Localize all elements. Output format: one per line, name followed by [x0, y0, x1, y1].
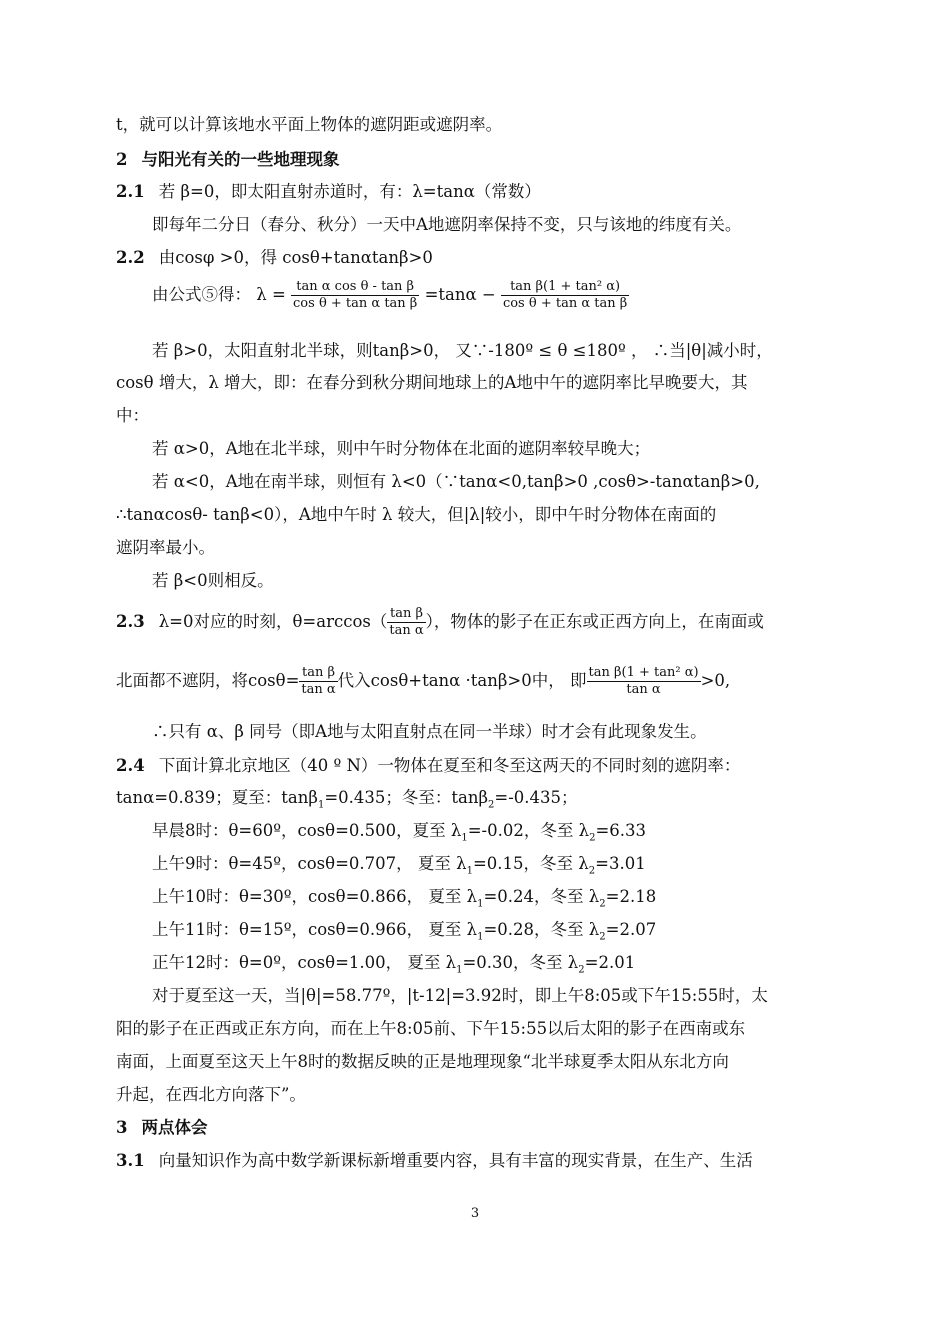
subsection-2-4 [116, 755, 740, 777]
subsection-number: 2.4 [116, 756, 145, 775]
section-number: 3 [116, 1118, 128, 1137]
numerator: tan β(1 + tan² α) [510, 279, 621, 294]
text-fragment: =0.435；冬至：tanβ [324, 788, 489, 807]
text-line: ∴tanαcosθ- tanβ<0），A地中午时 λ 较大，但|λ|较小，即中午时分物体在南面的 [116, 505, 717, 524]
text-fragment: =0.15，冬至 λ [472, 854, 589, 873]
text-line: 遮阴率最小。 [116, 538, 215, 557]
text-fragment: =2.01 [584, 953, 636, 972]
subscript: 2 [588, 865, 596, 877]
text-fragment: =2.18 [605, 887, 657, 906]
numerator: tan β [302, 665, 336, 680]
subsection-text: λ=0对应的时刻，θ=arccos（ [158, 612, 388, 631]
text-fragment: tanα=0.839；夏至：tanβ [116, 788, 318, 807]
text-fragment: 正午12时：θ=0º，cosθ=1.00， 夏至 λ [152, 953, 457, 972]
text-line: cosθ 增大，λ 增大，即：在春分到秋分期间地球上的A地中午的遮阴率比早晚要大，其 [116, 373, 748, 392]
subsection-2-2 [116, 247, 433, 269]
time-row [152, 952, 635, 981]
subsection-2-1 [116, 181, 541, 203]
text-fragment: =0.24，冬至 λ [483, 887, 600, 906]
subscript: 1 [317, 799, 325, 811]
text-line: 若 β<0则相反。 [152, 571, 274, 590]
text-fragment: >0, [700, 671, 731, 690]
denominator: tan α [389, 623, 424, 638]
section-number: 2 [116, 150, 128, 169]
text-line: 南面，上面夏至这天上午8时的数据反映的正是地理现象“北半球夏季太阳从东北方向 [116, 1052, 729, 1071]
denominator: cos θ + tan α tan β [293, 296, 418, 311]
subsection-number: 3.1 [116, 1151, 145, 1170]
formula-lambda: λ = [256, 285, 286, 304]
text-fragment: =0.28，冬至 λ [483, 920, 600, 939]
fraction [501, 279, 629, 312]
denominator: tan α [587, 681, 701, 698]
subscript: 1 [477, 898, 484, 910]
formula-prefix: 由公式⑤得： [152, 285, 251, 304]
section-heading-2 [116, 149, 339, 171]
text-fragment: =-0.435； [494, 788, 578, 807]
text-line-2-3b [116, 665, 730, 698]
text-fragment: =0.30，冬至 λ [462, 953, 579, 972]
section-heading-3 [116, 1117, 207, 1139]
subscript: 2 [599, 898, 606, 910]
text-line: 中： [116, 406, 149, 425]
formula-middle: =tanα − [424, 285, 496, 304]
subscript: 2 [599, 931, 606, 943]
fraction [299, 665, 337, 698]
text-line: ∴只有 α、β 同号（即A地与太阳直射点在同一半球）时才会有此现象发生。 [152, 722, 707, 741]
text-fragment: =6.33 [595, 821, 647, 840]
text-fragment: 代入cosθ+tanα ·tanβ>0中， 即 [337, 671, 587, 690]
text-fragment: =3.01 [595, 854, 646, 873]
subsection-2-3 [116, 606, 764, 639]
text-line: 即每年二分日（春分、秋分）一天中A地遮阴率保持不变，只与该地的纬度有关。 [152, 215, 742, 234]
subscript: 2 [578, 964, 585, 976]
text-line: 若 β>0，太阳直射北半球，则tanβ>0， 又∵-180º ≤ θ ≤180º ， ∴当|θ|减小时， [152, 341, 773, 360]
subsection-number: 2.1 [116, 182, 145, 201]
text-fragment: 上午10时：θ=30º，cosθ=0.866， 夏至 λ [152, 887, 478, 906]
text-line: 若 α<0，A地在南半球，则恒有 λ<0（∵tanα<0,tanβ>0 ,cosθ>-tanαtanβ>0, [152, 472, 760, 491]
text-fragment: 早晨8时：θ=60º，cosθ=0.500，夏至 λ [152, 821, 462, 840]
time-row [152, 853, 646, 882]
subsection-text: ），物体的影子在正东或正西方向上，在南面或 [425, 612, 764, 631]
text-line: 升起，在西北方向落下”。 [116, 1085, 306, 1104]
numerator: tan β [390, 606, 423, 621]
denominator: cos θ + tan α tan β [502, 296, 628, 311]
subsection-text: 向量知识作为高中数学新课标新增重要内容，具有丰富的现实背景，在生产、生活 [158, 1151, 753, 1170]
text-fragment: 上午11时：θ=15º，cosθ=0.966， 夏至 λ [152, 920, 478, 939]
time-row [152, 820, 646, 849]
subscript: 1 [461, 832, 468, 844]
text-line: 若 α>0，A地在北半球，则中午时分物体在北面的遮阴率较早晚大； [152, 439, 651, 458]
text-line: t，就可以计算该地水平面上物体的遮阴距或遮阴率。 [116, 115, 503, 134]
page-number: 3 [470, 1206, 480, 1221]
subscript: 2 [488, 799, 495, 811]
subsection-text: 若 β=0，即太阳直射赤道时，有：λ=tanα（常数） [158, 182, 541, 201]
subscript: 1 [456, 964, 463, 976]
fraction [387, 606, 425, 639]
denominator: tan α [301, 682, 336, 697]
text-fragment: =2.07 [605, 920, 657, 939]
text-fragment: =-0.02，冬至 λ [467, 821, 590, 840]
time-row [152, 919, 656, 948]
subsection-number: 2.3 [116, 612, 145, 631]
section-title: 与阳光有关的一些地理现象 [141, 150, 340, 169]
text-line: 对于夏至这一天，当|θ|=58.77º，|t-12|=3.92时，即上午8:05或下午15:55时，太 [152, 986, 768, 1005]
numerator: tan β(1 + tan² α) [588, 665, 699, 680]
subsection-text: 由cosφ >0，得 cosθ+tanαtanβ>0 [158, 248, 433, 267]
numerator: tan α cos θ - tan β [296, 279, 415, 294]
text-line: 阳的影子在正西或正东方向，而在上午8:05前、下午15:55以后太阳的影子在西南或东 [116, 1019, 746, 1038]
formula-5 [152, 279, 629, 312]
section-title: 两点体会 [141, 1118, 208, 1137]
text-fragment: 上午9时：θ=45º，cosθ=0.707， 夏至 λ [152, 854, 467, 873]
subscript: 1 [477, 931, 484, 943]
subscript: 1 [466, 865, 473, 877]
fraction [587, 665, 701, 698]
fraction [291, 279, 419, 312]
subsection-text: 下面计算北京地区（40 º N）一物体在夏至和冬至这两天的不同时刻的遮阴率： [158, 756, 741, 775]
subscript: 2 [589, 832, 596, 844]
text-line-values [116, 787, 578, 816]
time-row [152, 886, 656, 915]
subsection-number: 2.2 [116, 248, 145, 267]
text-fragment: 北面都不遮阴，将cosθ= [116, 671, 300, 690]
subsection-3-1 [116, 1150, 753, 1172]
